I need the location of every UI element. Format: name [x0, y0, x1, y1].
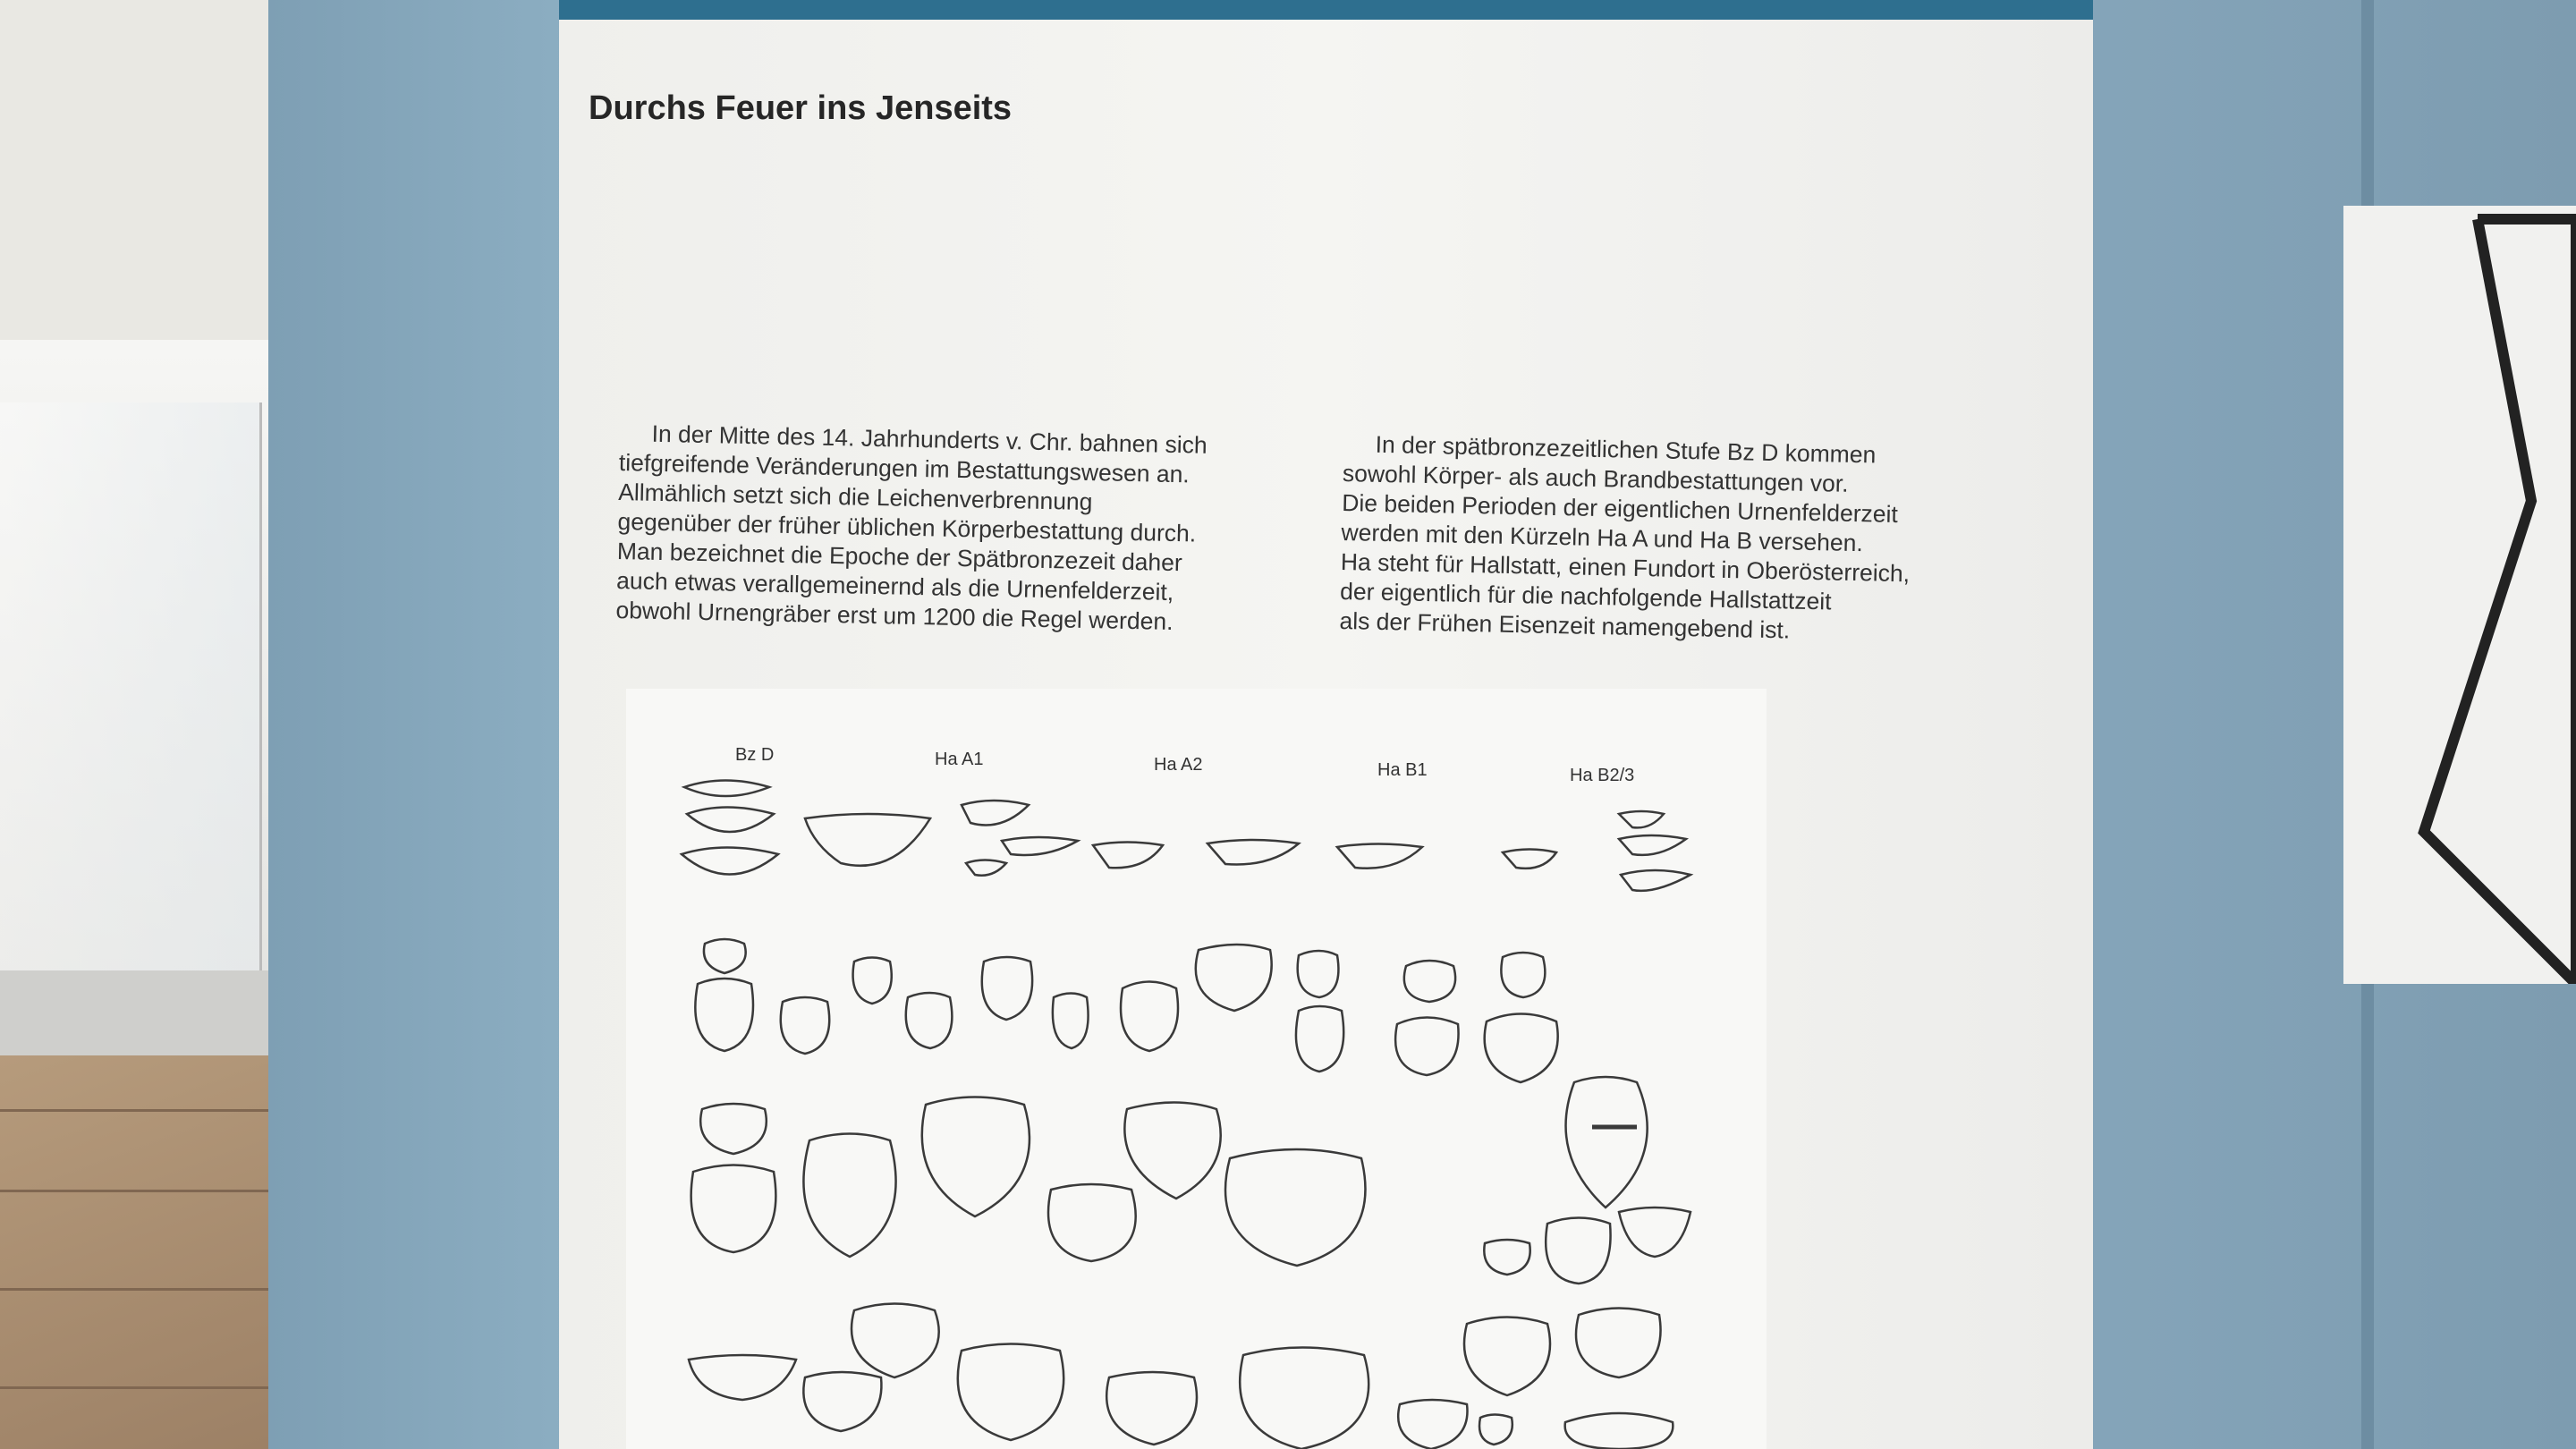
vessel-drawings [626, 689, 1767, 1449]
floor-tile-line [0, 1288, 304, 1291]
text-paragraph-left [615, 419, 1309, 640]
floor-tile-line [0, 1109, 304, 1112]
tiled-floor [0, 1055, 304, 1449]
display-case-base [0, 970, 295, 1055]
display-case [0, 340, 299, 1055]
display-case-glass [0, 402, 262, 1046]
blue-partition-left [268, 0, 572, 1449]
floor-tile-line [0, 1386, 304, 1389]
text-line: auch etwas verallgemeinernd als die Urnenfelderzeit, [615, 566, 1174, 606]
chevron-arrow-icon [2343, 206, 2576, 984]
jar-drawings [695, 939, 1557, 1082]
text-line: Allmählich setzt sich die Leichenverbrennung [617, 478, 1093, 516]
text-line: In der spätbronzezeitlichen Stufe Bz D kommen [1375, 430, 1877, 469]
text-line: der eigentlich für die nachfolgende Hallstattzeit [1339, 577, 1832, 615]
period-label-ha-a2: Ha A2 [1154, 755, 1203, 775]
text-line: werden mit den Kürzeln Ha A und Ha B versehen. [1341, 518, 1864, 557]
text-line: sowohl Körper- als auch Brandbestattungen vor. [1342, 459, 1849, 497]
bowl-drawings [682, 781, 1690, 891]
urn-drawings [691, 1077, 1690, 1284]
text-line: gegenüber der früher üblichen Körperbestattung durch. [617, 507, 1197, 547]
poster-title: Durchs Feuer ins Jenseits [589, 89, 1013, 127]
text-line: tiefgreifende Veränderungen im Bestattungswesen an. [618, 448, 1191, 488]
text-line: obwohl Urnengräber erst um 1200 die Regel werden. [615, 596, 1174, 635]
text-line: In der Mitte des 14. Jahrhunderts v. Chr. bahnen sich [651, 419, 1208, 459]
text-paragraph-right [1339, 429, 2032, 650]
text-line: als der Frühen Eisenzeit namengebend ist. [1339, 606, 1791, 644]
text-line: Ha steht für Hallstatt, einen Fundort in Oberösterreich, [1340, 547, 1911, 588]
vessel-row-bottom [689, 1304, 1673, 1449]
period-label-ha-b2-3: Ha B2/3 [1570, 766, 1635, 785]
text-line: Die beiden Perioden der eigentlichen Urnenfelderzeit [1341, 488, 1899, 528]
period-label-ha-b1: Ha B1 [1377, 760, 1428, 780]
period-label-ha-a1: Ha A1 [935, 750, 984, 769]
text-line: Man bezeichnet die Epoche der Spätbronzezeit daher [616, 537, 1183, 577]
period-label-bz-d: Bz D [735, 745, 775, 765]
floor-tile-line [0, 1190, 304, 1192]
